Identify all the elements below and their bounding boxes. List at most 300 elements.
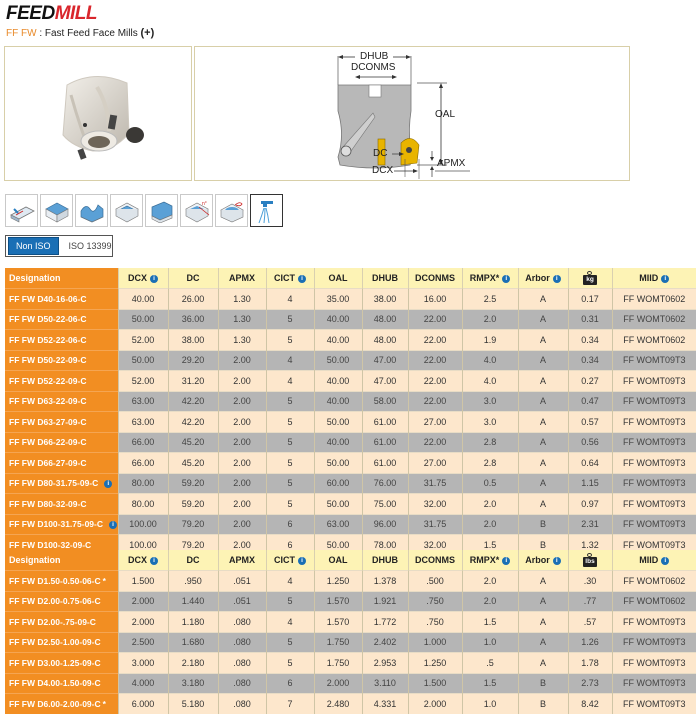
col-dcx-label: DCX	[127, 273, 147, 283]
cell-dcx: 66.00	[118, 432, 168, 453]
cell-weight: 2.31	[568, 514, 612, 535]
col-weight[interactable]	[568, 268, 612, 289]
col-dconms[interactable]: DCONMS	[408, 268, 462, 289]
cell-miid: FF WOMT0602	[612, 289, 696, 310]
info-icon[interactable]: i	[104, 480, 112, 488]
cell-dc: 5.180	[168, 694, 218, 714]
cell-designation[interactable]	[5, 673, 118, 694]
info-icon[interactable]: i	[553, 557, 561, 565]
weight-unit-label: kg	[583, 275, 597, 285]
cell-designation[interactable]	[5, 371, 118, 392]
coolant-icon	[253, 197, 281, 225]
cell-dc: 1.180	[168, 612, 218, 633]
weight-lbs-icon	[582, 553, 598, 567]
cell-miid: FF WOMT0602	[612, 591, 696, 612]
logo-feed: FEED	[6, 3, 55, 24]
cell-dc: 59.20	[168, 494, 218, 515]
cell-designation[interactable]	[5, 473, 118, 494]
col-designation[interactable]: Designation	[5, 550, 118, 571]
cell-designation[interactable]	[5, 653, 118, 674]
cell-dconms: 31.75	[408, 514, 462, 535]
cell-oal: 50.00	[314, 412, 362, 433]
cell-weight: 0.97	[568, 494, 612, 515]
designation-text[interactable]: FF FW D100-32-09-C	[9, 539, 92, 550]
cell-oal: 50.00	[314, 350, 362, 371]
cell-arbor: A	[518, 350, 568, 371]
cell-dc: 59.20	[168, 473, 218, 494]
col-dc[interactable]: DC	[168, 268, 218, 289]
cell-arbor: A	[518, 412, 568, 433]
cell-rmpx: .5	[462, 653, 518, 674]
cell-arbor: A	[518, 289, 568, 310]
cell-designation[interactable]	[5, 309, 118, 330]
cell-miid: FF WOMT09T3	[612, 432, 696, 453]
plunge-icon	[183, 199, 211, 223]
table-row[interactable]	[5, 289, 696, 310]
cell-dc: 31.20	[168, 371, 218, 392]
operation-face-milling[interactable]	[40, 194, 73, 227]
cell-rmpx: 2.0	[462, 309, 518, 330]
cell-dhub: 61.00	[362, 412, 408, 433]
cell-miid: FF WOMT0602	[612, 309, 696, 330]
info-icon[interactable]: i	[661, 275, 669, 283]
cell-weight: 0.34	[568, 350, 612, 371]
cell-dc: 1.680	[168, 632, 218, 653]
cell-dconms: .500	[408, 571, 462, 592]
cell-dc: 38.00	[168, 330, 218, 351]
slotting-icon	[148, 199, 176, 223]
cell-dhub: 4.331	[362, 694, 408, 714]
profiling-icon	[78, 199, 106, 223]
cell-apmx: 2.00	[218, 412, 266, 433]
col-miid[interactable]	[612, 268, 696, 289]
operation-ramping[interactable]	[5, 194, 38, 227]
cell-dconms: 22.00	[408, 350, 462, 371]
col-dcx[interactable]	[118, 268, 168, 289]
non-iso-tab[interactable]: Non ISO	[8, 237, 59, 255]
dim-label-dc: DC	[373, 148, 388, 159]
cell-dhub: 3.110	[362, 673, 408, 694]
col-miid-label: MIID	[639, 555, 659, 565]
cutter-dimension-drawing-icon	[195, 47, 629, 180]
designation-text[interactable]: FF FW D52-22-06-C	[9, 334, 87, 345]
cell-dcx: 63.00	[118, 412, 168, 433]
cell-designation[interactable]	[5, 612, 118, 633]
cell-designation[interactable]	[5, 350, 118, 371]
iso-13399-tab[interactable]: ISO 13399	[68, 241, 112, 251]
col-dconms[interactable]: DCONMS	[408, 550, 462, 571]
table-row[interactable]	[5, 412, 696, 433]
cell-dcx: 52.00	[118, 371, 168, 392]
cell-arbor: B	[518, 535, 568, 555]
cell-arbor: A	[518, 371, 568, 392]
cell-apmx: 2.00	[218, 535, 266, 555]
info-icon[interactable]: i	[298, 557, 306, 565]
cell-dhub: 1.921	[362, 591, 408, 612]
cell-oal: 40.00	[314, 371, 362, 392]
cell-arbor: A	[518, 473, 568, 494]
expand-button[interactable]: (+)	[140, 27, 155, 39]
cell-dhub: 76.00	[362, 473, 408, 494]
cell-miid: FF WOMT09T3	[612, 612, 696, 633]
col-designation[interactable]: Designation	[5, 268, 118, 289]
feedmill-logo	[6, 4, 97, 24]
cell-cict: 4	[266, 289, 314, 310]
cell-designation[interactable]	[5, 494, 118, 515]
cell-oal: 63.00	[314, 514, 362, 535]
table-row[interactable]	[5, 514, 696, 535]
cell-arbor: B	[518, 514, 568, 535]
info-icon[interactable]: i	[502, 557, 510, 565]
cell-apmx: .080	[218, 632, 266, 653]
col-apmx[interactable]: APMX	[218, 268, 266, 289]
cell-designation[interactable]	[5, 432, 118, 453]
cell-cict: 6	[266, 535, 314, 555]
designation-text[interactable]: FF FW D50-22-09-C	[9, 355, 87, 366]
designation-text[interactable]: FF FW D52-22-09-C	[9, 375, 87, 386]
operation-pocketing[interactable]	[110, 194, 143, 227]
cell-oal: 35.00	[314, 289, 362, 310]
info-icon[interactable]: i	[553, 275, 561, 283]
designation-text[interactable]: FF FW D66-27-09-C	[9, 457, 87, 468]
cell-dcx: 1.500	[118, 571, 168, 592]
cell-dhub: 1.378	[362, 571, 408, 592]
cell-oal: 50.00	[314, 453, 362, 474]
cell-dcx: 2.000	[118, 591, 168, 612]
designation-text[interactable]: FF FW D40-16-06-C	[9, 293, 87, 304]
cell-weight: 1.32	[568, 535, 612, 555]
cell-rmpx: 0.5	[462, 473, 518, 494]
cell-designation[interactable]	[5, 391, 118, 412]
designation-text[interactable]: FF FW D4.00-1.50-09-C	[9, 678, 101, 689]
operation-icons	[5, 194, 283, 227]
cell-dcx: 4.000	[118, 673, 168, 694]
cell-miid: FF WOMT09T3	[612, 371, 696, 392]
cell-designation[interactable]	[5, 694, 118, 714]
cell-weight: 0.64	[568, 453, 612, 474]
designation-text[interactable]: FF FW D63-22-09-C	[9, 396, 87, 407]
cell-arbor: A	[518, 653, 568, 674]
cell-miid: FF WOMT09T3	[612, 653, 696, 674]
cell-rmpx: 3.0	[462, 391, 518, 412]
table-row[interactable]	[5, 632, 696, 653]
cell-dcx: 3.000	[118, 653, 168, 674]
cell-arbor: A	[518, 494, 568, 515]
col-cict[interactable]	[266, 550, 314, 571]
col-oal[interactable]: OAL	[314, 268, 362, 289]
cell-dconms: 16.00	[408, 289, 462, 310]
col-dc[interactable]: DC	[168, 550, 218, 571]
table-row[interactable]	[5, 494, 696, 515]
designation-text[interactable]: FF FW D80-31.75-09-C	[9, 478, 99, 489]
cell-dc: 36.00	[168, 309, 218, 330]
info-icon[interactable]: i	[150, 557, 158, 565]
cell-oal: 1.250	[314, 571, 362, 592]
cell-apmx: 2.00	[218, 514, 266, 535]
cell-rmpx: 2.0	[462, 494, 518, 515]
designation-text[interactable]: FF FW D6.00-2.00-09-C	[9, 698, 101, 709]
cell-designation[interactable]	[5, 289, 118, 310]
cell-cict: 5	[266, 632, 314, 653]
col-dcx[interactable]	[118, 550, 168, 571]
designation-text[interactable]: FF FW D2.00-.75-09-C	[9, 616, 96, 627]
cell-cict: 7	[266, 694, 314, 714]
cell-dhub: 61.00	[362, 432, 408, 453]
table-row[interactable]	[5, 330, 696, 351]
table-row[interactable]	[5, 673, 696, 694]
metric-spec-table	[5, 268, 696, 555]
cell-dconms: 22.00	[408, 391, 462, 412]
cell-dhub: 2.402	[362, 632, 408, 653]
cell-rmpx: 2.0	[462, 571, 518, 592]
cell-designation[interactable]	[5, 632, 118, 653]
operation-coolant[interactable]	[250, 194, 283, 227]
weight-kg-icon	[582, 271, 598, 285]
col-rmpx-label: RMPX*	[469, 555, 500, 565]
cell-rmpx: 3.0	[462, 412, 518, 433]
cell-arbor: A	[518, 453, 568, 474]
designation-text[interactable]: FF FW D3.00-1.25-09-C	[9, 657, 101, 668]
info-icon[interactable]: i	[661, 557, 669, 565]
cell-designation[interactable]	[5, 591, 118, 612]
cell-weight: .77	[568, 591, 612, 612]
cell-miid: FF WOMT09T3	[612, 514, 696, 535]
table-row[interactable]	[5, 350, 696, 371]
cell-rmpx: 2.8	[462, 453, 518, 474]
cell-dcx: 100.00	[118, 535, 168, 555]
helical-interpolation-icon	[218, 199, 246, 223]
cell-dc: 42.20	[168, 412, 218, 433]
designation-text[interactable]: FF FW D2.50-1.00-09-C	[9, 637, 101, 648]
cell-dc: 3.180	[168, 673, 218, 694]
cell-dc: 1.440	[168, 591, 218, 612]
dim-label-dcx: DCX	[372, 165, 394, 176]
cell-dhub: 1.772	[362, 612, 408, 633]
table-row[interactable]	[5, 653, 696, 674]
cell-designation[interactable]	[5, 330, 118, 351]
cell-cict: 4	[266, 571, 314, 592]
designation-text[interactable]: FF FW D50-22-06-C	[9, 314, 87, 325]
col-rmpx-label: RMPX*	[469, 273, 500, 283]
table-row[interactable]	[5, 453, 696, 474]
table-row[interactable]	[5, 432, 696, 453]
col-oal[interactable]: OAL	[314, 550, 362, 571]
cell-dhub: 47.00	[362, 350, 408, 371]
cell-cict: 5	[266, 412, 314, 433]
cell-dconms: 1.250	[408, 653, 462, 674]
cell-arbor: B	[518, 694, 568, 714]
dim-label-dconms: DCONMS	[351, 62, 396, 73]
cell-cict: 4	[266, 612, 314, 633]
cell-dconms: 31.75	[408, 473, 462, 494]
cell-miid: FF WOMT09T3	[612, 473, 696, 494]
cell-weight: 1.78	[568, 653, 612, 674]
cell-dconms: 22.00	[408, 309, 462, 330]
cell-miid: FF WOMT09T3	[612, 494, 696, 515]
info-icon[interactable]: i	[109, 521, 117, 529]
info-icon[interactable]: i	[150, 275, 158, 283]
ramping-icon	[8, 199, 36, 223]
subtitle-separator: :	[36, 28, 45, 39]
table-row[interactable]	[5, 473, 696, 494]
cell-rmpx: 2.0	[462, 591, 518, 612]
cell-dhub: 38.00	[362, 289, 408, 310]
cell-cict: 5	[266, 494, 314, 515]
cell-cict: 5	[266, 391, 314, 412]
cell-apmx: 2.00	[218, 432, 266, 453]
table-row[interactable]	[5, 571, 696, 592]
cell-dcx: 80.00	[118, 494, 168, 515]
cell-weight: 0.57	[568, 412, 612, 433]
operation-plunging[interactable]	[180, 194, 213, 227]
cell-weight: .30	[568, 571, 612, 592]
designation-text[interactable]: FF FW D66-22-09-C	[9, 437, 87, 448]
product-subtitle	[6, 27, 154, 40]
cell-cict: 4	[266, 350, 314, 371]
product-photo	[4, 46, 192, 181]
cell-oal: 60.00	[314, 473, 362, 494]
logo-mill: MILL	[54, 3, 98, 24]
cell-weight: 0.56	[568, 432, 612, 453]
cell-miid: FF WOMT09T3	[612, 673, 696, 694]
product-code: FF FW	[6, 28, 37, 39]
col-miid-label: MIID	[639, 273, 659, 283]
cell-dc: 79.20	[168, 535, 218, 555]
cell-dconms: 27.00	[408, 453, 462, 474]
cell-dconms: 32.00	[408, 494, 462, 515]
info-icon[interactable]: i	[298, 275, 306, 283]
col-cict[interactable]	[266, 268, 314, 289]
cell-apmx: 2.00	[218, 453, 266, 474]
cell-designation[interactable]	[5, 412, 118, 433]
col-rmpx[interactable]	[462, 550, 518, 571]
cell-weight: 1.26	[568, 632, 612, 653]
cell-miid: FF WOMT0602	[612, 571, 696, 592]
table-row[interactable]	[5, 309, 696, 330]
col-dcx-label: DCX	[127, 555, 147, 565]
cell-oal: 1.570	[314, 591, 362, 612]
cell-oal: 2.000	[314, 673, 362, 694]
cell-dhub: 2.953	[362, 653, 408, 674]
col-dhub[interactable]: DHUB	[362, 268, 408, 289]
face-mill-photo-icon	[5, 47, 191, 180]
cell-designation[interactable]	[5, 514, 118, 535]
table-row[interactable]	[5, 612, 696, 633]
cell-cict: 5	[266, 330, 314, 351]
cell-apmx: .080	[218, 673, 266, 694]
cell-weight: .57	[568, 612, 612, 633]
operation-helical-interpolation[interactable]	[215, 194, 248, 227]
cell-dc: .950	[168, 571, 218, 592]
cell-designation[interactable]	[5, 571, 118, 592]
col-cict-label: CICT	[274, 273, 295, 283]
cell-weight: 0.31	[568, 309, 612, 330]
cell-cict: 5	[266, 453, 314, 474]
cell-dconms: 1.000	[408, 632, 462, 653]
cell-oal: 1.750	[314, 632, 362, 653]
col-arbor[interactable]	[518, 268, 568, 289]
col-arbor[interactable]	[518, 550, 568, 571]
cell-weight: 0.17	[568, 289, 612, 310]
cell-weight: 8.42	[568, 694, 612, 714]
cell-dhub: 96.00	[362, 514, 408, 535]
cell-dcx: 66.00	[118, 453, 168, 474]
cell-dc: 29.20	[168, 350, 218, 371]
face-milling-icon	[43, 199, 71, 223]
designation-text[interactable]: FF FW D63-27-09-C	[9, 416, 87, 427]
info-icon[interactable]: i	[502, 275, 510, 283]
cell-dcx: 50.00	[118, 350, 168, 371]
operation-profiling[interactable]	[75, 194, 108, 227]
weight-unit-label: lbs	[583, 557, 597, 567]
standard-toggle	[5, 235, 113, 257]
cell-apmx: 2.00	[218, 494, 266, 515]
cell-dhub: 75.00	[362, 494, 408, 515]
designation-text[interactable]: FF FW D2.00-0.75-06-C	[9, 596, 101, 607]
cell-rmpx: 1.5	[462, 535, 518, 555]
table-row[interactable]	[5, 694, 696, 714]
col-rmpx[interactable]	[462, 268, 518, 289]
cell-weight: 0.27	[568, 371, 612, 392]
designation-text[interactable]: FF FW D100-31.75-09-C	[9, 519, 103, 530]
cell-cict: 5	[266, 309, 314, 330]
cell-oal: 40.00	[314, 330, 362, 351]
cell-dhub: 58.00	[362, 391, 408, 412]
cell-dcx: 50.00	[118, 309, 168, 330]
footnote-star: *	[102, 698, 106, 709]
cell-dcx: 2.000	[118, 612, 168, 633]
col-dhub[interactable]: DHUB	[362, 550, 408, 571]
cell-designation[interactable]	[5, 453, 118, 474]
dimension-diagram	[194, 46, 630, 181]
cell-apmx: 1.30	[218, 289, 266, 310]
table-row[interactable]	[5, 371, 696, 392]
product-family-title: Fast Feed Face Mills	[44, 28, 138, 39]
operation-slotting[interactable]	[145, 194, 178, 227]
cell-rmpx: 1.5	[462, 673, 518, 694]
metric-header-row	[5, 268, 696, 289]
table-row[interactable]	[5, 391, 696, 412]
cell-dcx: 80.00	[118, 473, 168, 494]
cell-miid: FF WOMT09T3	[612, 632, 696, 653]
footnote-star: *	[102, 575, 106, 586]
designation-text[interactable]: FF FW D1.50-0.50-06-C	[9, 575, 101, 586]
cell-miid: FF WOMT09T3	[612, 391, 696, 412]
cell-miid: FF WOMT09T3	[612, 412, 696, 433]
cell-apmx: 2.00	[218, 473, 266, 494]
cell-arbor: A	[518, 391, 568, 412]
dim-label-oal: OAL	[435, 109, 456, 120]
col-apmx[interactable]: APMX	[218, 550, 266, 571]
svg-text:n°: n°	[201, 200, 207, 207]
col-weight[interactable]	[568, 550, 612, 571]
cell-oal: 2.480	[314, 694, 362, 714]
cell-dhub: 48.00	[362, 309, 408, 330]
cell-dconms: .750	[408, 591, 462, 612]
table-row[interactable]	[5, 591, 696, 612]
cell-dcx: 40.00	[118, 289, 168, 310]
cell-oal: 50.00	[314, 535, 362, 555]
designation-text[interactable]: FF FW D80-32-09-C	[9, 498, 87, 509]
col-miid[interactable]	[612, 550, 696, 571]
cell-dcx: 6.000	[118, 694, 168, 714]
inch-header-row	[5, 550, 696, 571]
cell-dc: 45.20	[168, 453, 218, 474]
col-cict-label: CICT	[274, 555, 295, 565]
cell-weight: 0.47	[568, 391, 612, 412]
cell-oal: 40.00	[314, 432, 362, 453]
pocketing-icon	[113, 199, 141, 223]
